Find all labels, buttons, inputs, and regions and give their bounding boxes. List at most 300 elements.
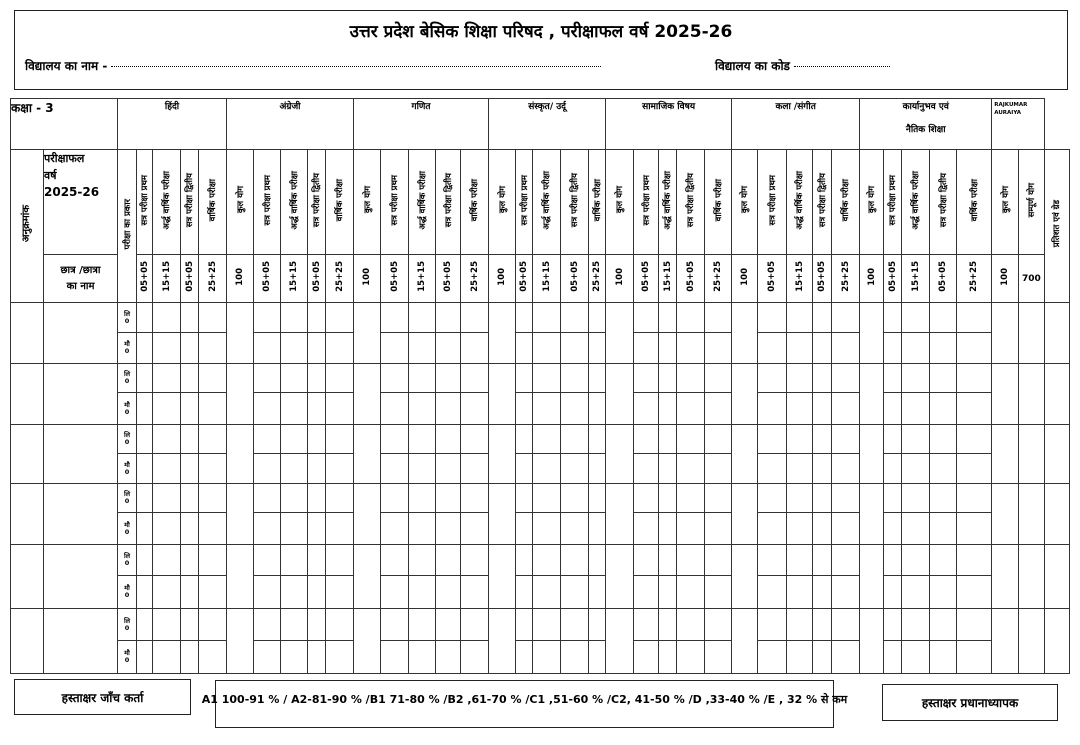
max-marks-cell [606, 255, 634, 303]
mark-entry-cell [461, 641, 489, 674]
mark-entry-cell [409, 609, 436, 641]
subject-total-cell [489, 303, 516, 364]
oral-exam-cell [118, 576, 137, 609]
result-year-header [44, 150, 118, 255]
mark-entry-cell [787, 513, 813, 545]
mark-entry-cell [199, 641, 227, 674]
column-label-header [732, 150, 758, 255]
mark-entry-cell [308, 484, 326, 513]
mark-entry-cell [281, 303, 308, 333]
mark-entry-cell [677, 576, 705, 609]
mark-entry-cell [589, 364, 606, 393]
mark-entry-cell [884, 393, 902, 425]
max-marks-cell [787, 255, 813, 303]
max-marks-value: 25+25 [469, 261, 480, 292]
max-marks-value: 15+15 [662, 261, 673, 292]
subject-name: सामाजिक विषय [642, 102, 696, 112]
subject-total-cell [860, 303, 884, 364]
mark-entry-cell [902, 425, 930, 454]
mark-entry-cell [254, 513, 281, 545]
subject-total-cell [606, 484, 634, 545]
column-label-header [902, 150, 930, 255]
grand-total-label: सम्पूर्ण योग [1026, 182, 1037, 218]
mark-entry-cell [832, 641, 860, 674]
mark-entry-cell [181, 364, 199, 393]
max-marks-value: 25+25 [969, 261, 980, 292]
mark-entry-cell [153, 545, 181, 576]
mark-entry-cell [461, 513, 489, 545]
mark-entry-cell [832, 484, 860, 513]
column-label: वार्षिक परीक्षा [969, 178, 980, 222]
mark-entry-cell [181, 609, 199, 641]
mark-entry-cell [884, 609, 902, 641]
mark-entry-cell [957, 609, 992, 641]
mark-entry-cell [930, 364, 957, 393]
written-exam-cell [118, 303, 137, 333]
mark-entry-cell [634, 641, 659, 674]
column-label: कुल योग [867, 186, 878, 214]
mark-entry-cell [884, 454, 902, 484]
mark-entry-cell [516, 641, 533, 674]
subject-name: संस्कृत/ उर्दू [528, 102, 566, 112]
max-marks-value: 25+25 [207, 261, 218, 292]
mark-entry-cell [199, 484, 227, 513]
mark-entry-cell [153, 484, 181, 513]
mark-entry-cell [659, 609, 677, 641]
grade-scale-text: A1 100-91 % / A2-81-90 % /B1 71-80 % /B2 ,61-70 % /C1 ,51-60 % /C2, 41-50 % /D ,33-40 % /E , 32 % से कम [201, 693, 848, 706]
student-label-2: का नाम [66, 280, 95, 292]
max-marks-cell [813, 255, 832, 303]
max-marks-value: 15+15 [417, 261, 428, 292]
roll-number-cell [11, 425, 44, 484]
grand-total-marks-cell [1019, 255, 1044, 303]
grand-total-cell [1019, 425, 1044, 484]
mark-entry-cell [930, 484, 957, 513]
mark-entry-cell [516, 303, 533, 333]
exam-type-header [118, 150, 137, 303]
mark-entry-cell [281, 333, 308, 364]
max-marks-cell [589, 255, 606, 303]
subject-total-cell [992, 545, 1019, 609]
mark-entry-cell [533, 484, 561, 513]
max-marks-cell [705, 255, 732, 303]
mark-entry-cell [677, 609, 705, 641]
mark-entry-cell [199, 425, 227, 454]
mark-entry-cell [758, 333, 787, 364]
mark-entry-cell [902, 576, 930, 609]
subject-header [489, 99, 606, 150]
mark-entry-cell [308, 364, 326, 393]
subject-total-cell [732, 425, 758, 484]
mark-entry-cell [832, 364, 860, 393]
max-marks-cell [561, 255, 589, 303]
student-name-cell [44, 425, 118, 484]
mark-entry-cell [561, 609, 589, 641]
mark-entry-cell [409, 545, 436, 576]
mark-entry-cell [436, 545, 461, 576]
mark-entry-cell [758, 484, 787, 513]
student-name-cell [44, 609, 118, 674]
mark-entry-cell [930, 641, 957, 674]
mark-entry-cell [326, 425, 354, 454]
max-marks-value: 15+15 [289, 261, 299, 292]
written-exam-label-2: 0 [124, 316, 130, 325]
column-label: सत्र परीक्षा प्रथम [390, 174, 401, 226]
oral-exam-label: मौ [124, 649, 130, 657]
written-exam-label-2: 0 [124, 377, 130, 385]
mark-entry-cell [254, 393, 281, 425]
column-label-header [561, 150, 589, 255]
subject-total-cell [992, 303, 1019, 364]
subject-total-cell [992, 425, 1019, 484]
mark-entry-cell [957, 333, 992, 364]
mark-entry-cell [705, 333, 732, 364]
mark-entry-cell [813, 576, 832, 609]
mark-entry-cell [254, 303, 281, 333]
mark-entry-cell [957, 576, 992, 609]
subject-total-cell [732, 364, 758, 425]
mark-entry-cell [758, 609, 787, 641]
mark-entry-cell [589, 393, 606, 425]
max-marks-cell [227, 255, 254, 303]
mark-entry-cell [634, 609, 659, 641]
max-marks-cell [461, 255, 489, 303]
mark-entry-cell [326, 364, 354, 393]
mark-entry-cell [436, 333, 461, 364]
student-name-cell [44, 545, 118, 609]
subject-total-cell [227, 364, 254, 425]
mark-entry-cell [281, 425, 308, 454]
year-value: 2025-26 [44, 185, 100, 199]
mark-entry-cell [884, 484, 902, 513]
mark-entry-cell [409, 303, 436, 333]
result-table [10, 98, 1070, 674]
max-marks-value: 100 [362, 267, 373, 286]
mark-entry-cell [461, 393, 489, 425]
mark-entry-cell [561, 393, 589, 425]
mark-entry-cell [957, 641, 992, 674]
mark-entry-cell [137, 303, 153, 333]
mark-entry-cell [153, 641, 181, 674]
subject-total-cell [227, 303, 254, 364]
subject-total-cell [860, 484, 884, 545]
mark-entry-cell [787, 364, 813, 393]
column-label: कुल योग [740, 186, 751, 214]
mark-entry-cell [902, 513, 930, 545]
mark-entry-cell [326, 609, 354, 641]
subject-header [732, 99, 860, 150]
oral-exam-cell [118, 393, 137, 425]
subject-total-cell [992, 484, 1019, 545]
mark-entry-cell [516, 333, 533, 364]
column-label: सत्र परीक्षा द्वितीय [185, 172, 195, 228]
mark-entry-cell [199, 609, 227, 641]
subject-name: हिंदी [164, 102, 180, 112]
max-marks-value: 15+15 [794, 261, 805, 292]
roll-number-cell [11, 303, 44, 364]
subject-total-cell [860, 425, 884, 484]
mark-entry-cell [787, 609, 813, 641]
written-exam-label: लि [123, 552, 131, 560]
mark-entry-cell [677, 393, 705, 425]
max-marks-cell [381, 255, 409, 303]
mark-entry-cell [308, 609, 326, 641]
mark-entry-cell [677, 425, 705, 454]
corner-note-1: RAJKUMAR [994, 102, 1028, 108]
column-label: कुल योग [362, 186, 373, 214]
grand-total-cell [1019, 303, 1044, 364]
oral-exam-label: मौ [124, 400, 130, 409]
column-label-header [254, 150, 281, 255]
mark-entry-cell [930, 425, 957, 454]
max-marks-value: 25+25 [840, 261, 851, 292]
column-label: सत्र परीक्षा द्वितीय [570, 172, 581, 228]
mark-entry-cell [561, 576, 589, 609]
mark-entry-cell [758, 303, 787, 333]
subject-total-cell [227, 545, 254, 609]
mark-entry-cell [308, 513, 326, 545]
mark-entry-cell [884, 576, 902, 609]
mark-entry-cell [758, 513, 787, 545]
mark-entry-cell [137, 333, 153, 364]
subject-total-cell [227, 484, 254, 545]
mark-entry-cell [281, 641, 308, 674]
written-exam-label-2: 0 [124, 438, 130, 446]
column-label-header [489, 150, 516, 255]
grand-total-cell [1019, 484, 1044, 545]
mark-entry-cell [381, 513, 409, 545]
mark-entry-cell [677, 513, 705, 545]
column-label-header [308, 150, 326, 255]
mark-entry-cell [137, 364, 153, 393]
mark-entry-cell [436, 425, 461, 454]
mark-entry-cell [199, 393, 227, 425]
mark-entry-cell [181, 393, 199, 425]
mark-entry-cell [153, 364, 181, 393]
mark-entry-cell [326, 545, 354, 576]
max-marks-cell [634, 255, 659, 303]
mark-entry-cell [589, 333, 606, 364]
column-label-header [659, 150, 677, 255]
subject-total-cell [992, 364, 1019, 425]
column-label: अर्द्ध वार्षिक परीक्षा [795, 170, 806, 230]
mark-entry-cell [409, 393, 436, 425]
mark-entry-cell [409, 333, 436, 364]
mark-entry-cell [902, 393, 930, 425]
subject-total-cell [606, 303, 634, 364]
mark-entry-cell [409, 576, 436, 609]
mark-entry-cell [677, 484, 705, 513]
percent-grade-header [1044, 150, 1069, 303]
written-exam-label: लि [123, 616, 131, 625]
mark-entry-cell [409, 513, 436, 545]
principal-signature-label: हस्ताक्षर प्रधानाध्यापक [921, 696, 1019, 710]
mark-entry-cell [832, 425, 860, 454]
mark-entry-cell [902, 641, 930, 674]
mark-entry-cell [137, 393, 153, 425]
max-marks-value: 05+05 [569, 261, 580, 292]
roll-number-cell [11, 364, 44, 425]
mark-entry-cell [199, 576, 227, 609]
column-label: वार्षिक परीक्षा [335, 178, 345, 222]
oral-exam-label: मौ [124, 584, 130, 592]
mark-entry-cell [561, 333, 589, 364]
column-label-header [436, 150, 461, 255]
checker-signature-box [14, 679, 191, 715]
mark-entry-cell [254, 641, 281, 674]
mark-entry-cell [137, 641, 153, 674]
max-marks-cell [957, 255, 992, 303]
mark-entry-cell [461, 609, 489, 641]
max-marks-cell [732, 255, 758, 303]
mark-entry-cell [902, 545, 930, 576]
max-marks-cell [930, 255, 957, 303]
column-label-header [957, 150, 992, 255]
mark-entry-cell [181, 576, 199, 609]
mark-entry-cell [884, 425, 902, 454]
mark-entry-cell [589, 545, 606, 576]
mark-entry-cell [705, 484, 732, 513]
mark-entry-cell [254, 545, 281, 576]
mark-entry-cell [705, 641, 732, 674]
mark-entry-cell [461, 333, 489, 364]
max-marks-value: 15+15 [910, 261, 921, 292]
mark-entry-cell [884, 333, 902, 364]
column-label: अर्द्ध वार्षिक परीक्षा [162, 170, 172, 230]
mark-entry-cell [199, 364, 227, 393]
mark-entry-cell [758, 364, 787, 393]
mark-entry-cell [634, 545, 659, 576]
mark-entry-cell [677, 545, 705, 576]
percent-grade-cell [1044, 303, 1069, 364]
max-marks-cell [281, 255, 308, 303]
max-marks-value: 100 [235, 267, 245, 286]
max-marks-value: 05+05 [767, 261, 778, 292]
written-exam-label: लि [123, 370, 131, 378]
mark-entry-cell [516, 609, 533, 641]
mark-entry-cell [308, 454, 326, 484]
oral-exam-cell [118, 513, 137, 545]
mark-entry-cell [634, 513, 659, 545]
written-exam-label: लि [123, 309, 131, 318]
written-exam-cell [118, 425, 137, 454]
column-label: अर्द्ध वार्षिक परीक्षा [289, 170, 300, 230]
school-code-field [715, 57, 890, 74]
mark-entry-cell [199, 513, 227, 545]
max-marks-value: 05+05 [519, 261, 530, 292]
year-label: वर्ष [44, 169, 57, 182]
mark-entry-cell [533, 393, 561, 425]
mark-entry-cell [199, 333, 227, 364]
mark-entry-cell [813, 303, 832, 333]
column-label: सत्र परीक्षा प्रथम [641, 174, 652, 226]
mark-entry-cell [813, 333, 832, 364]
mark-entry-cell [659, 303, 677, 333]
mark-entry-cell [409, 425, 436, 454]
mark-entry-cell [705, 393, 732, 425]
column-label: अर्द्ध वार्षिक परीक्षा [911, 170, 922, 230]
mark-entry-cell [461, 454, 489, 484]
mark-entry-cell [758, 576, 787, 609]
subject-total-cell [489, 484, 516, 545]
mark-entry-cell [758, 393, 787, 425]
mark-entry-cell [589, 609, 606, 641]
max-marks-value: 05+05 [938, 261, 949, 292]
page-title: उत्तर प्रदेश बेसिक शिक्षा परिषद , परीक्षाफल वर्ष 2025-26 [349, 22, 733, 42]
mark-entry-cell [326, 641, 354, 674]
mark-entry-cell [677, 364, 705, 393]
max-marks-value: 25+25 [334, 261, 345, 292]
subject-total-cell [354, 364, 381, 425]
mark-entry-cell [181, 484, 199, 513]
mark-entry-cell [634, 454, 659, 484]
mark-entry-cell [758, 641, 787, 674]
mark-entry-cell [381, 545, 409, 576]
mark-entry-cell [832, 576, 860, 609]
mark-entry-cell [326, 303, 354, 333]
mark-entry-cell [254, 425, 281, 454]
mark-entry-cell [254, 364, 281, 393]
grand-total-marks: 700 [1022, 273, 1041, 284]
mark-entry-cell [137, 545, 153, 576]
column-label-header [354, 150, 381, 255]
mark-entry-cell [957, 454, 992, 484]
mark-entry-cell [634, 393, 659, 425]
mark-entry-cell [787, 393, 813, 425]
mark-entry-cell [153, 513, 181, 545]
corner-note-cell [992, 99, 1044, 150]
subject-total-cell [354, 303, 381, 364]
mark-entry-cell [561, 454, 589, 484]
mark-entry-cell [659, 454, 677, 484]
percent-grade-cell [1044, 609, 1069, 674]
mark-entry-cell [533, 364, 561, 393]
oral-exam-label-2: 0 [124, 656, 130, 664]
mark-entry-cell [461, 364, 489, 393]
checker-signature-label: हस्ताक्षर जाँच कर्ता [61, 690, 144, 705]
mark-entry-cell [254, 454, 281, 484]
grand-total-cell [1019, 609, 1044, 674]
result-label: परीक्षाफल [44, 152, 85, 165]
column-label: अर्द्ध वार्षिक परीक्षा [542, 170, 553, 230]
mark-entry-cell [705, 609, 732, 641]
mark-entry-cell [832, 545, 860, 576]
max-marks-value: 05+05 [389, 261, 400, 292]
mark-entry-cell [516, 545, 533, 576]
student-name-header [44, 255, 118, 303]
mark-entry-cell [930, 303, 957, 333]
mark-entry-cell [533, 545, 561, 576]
column-label-header [634, 150, 659, 255]
student-name-cell [44, 303, 118, 364]
mark-entry-cell [832, 333, 860, 364]
mark-entry-cell [199, 303, 227, 333]
column-label-header [705, 150, 732, 255]
subject-header [860, 99, 992, 150]
subject-header [118, 99, 227, 150]
mark-entry-cell [832, 609, 860, 641]
subject-total-cell [732, 609, 758, 674]
mark-entry-cell [902, 454, 930, 484]
max-marks-value: 05+05 [641, 261, 652, 292]
percent-grade-cell [1044, 484, 1069, 545]
subject-name-2: नैतिक शिक्षा [905, 125, 946, 135]
max-marks-cell [137, 255, 153, 303]
percent-grade-cell [1044, 425, 1069, 484]
mark-entry-cell [589, 576, 606, 609]
student-name-cell [44, 364, 118, 425]
subject-total-cell [606, 364, 634, 425]
